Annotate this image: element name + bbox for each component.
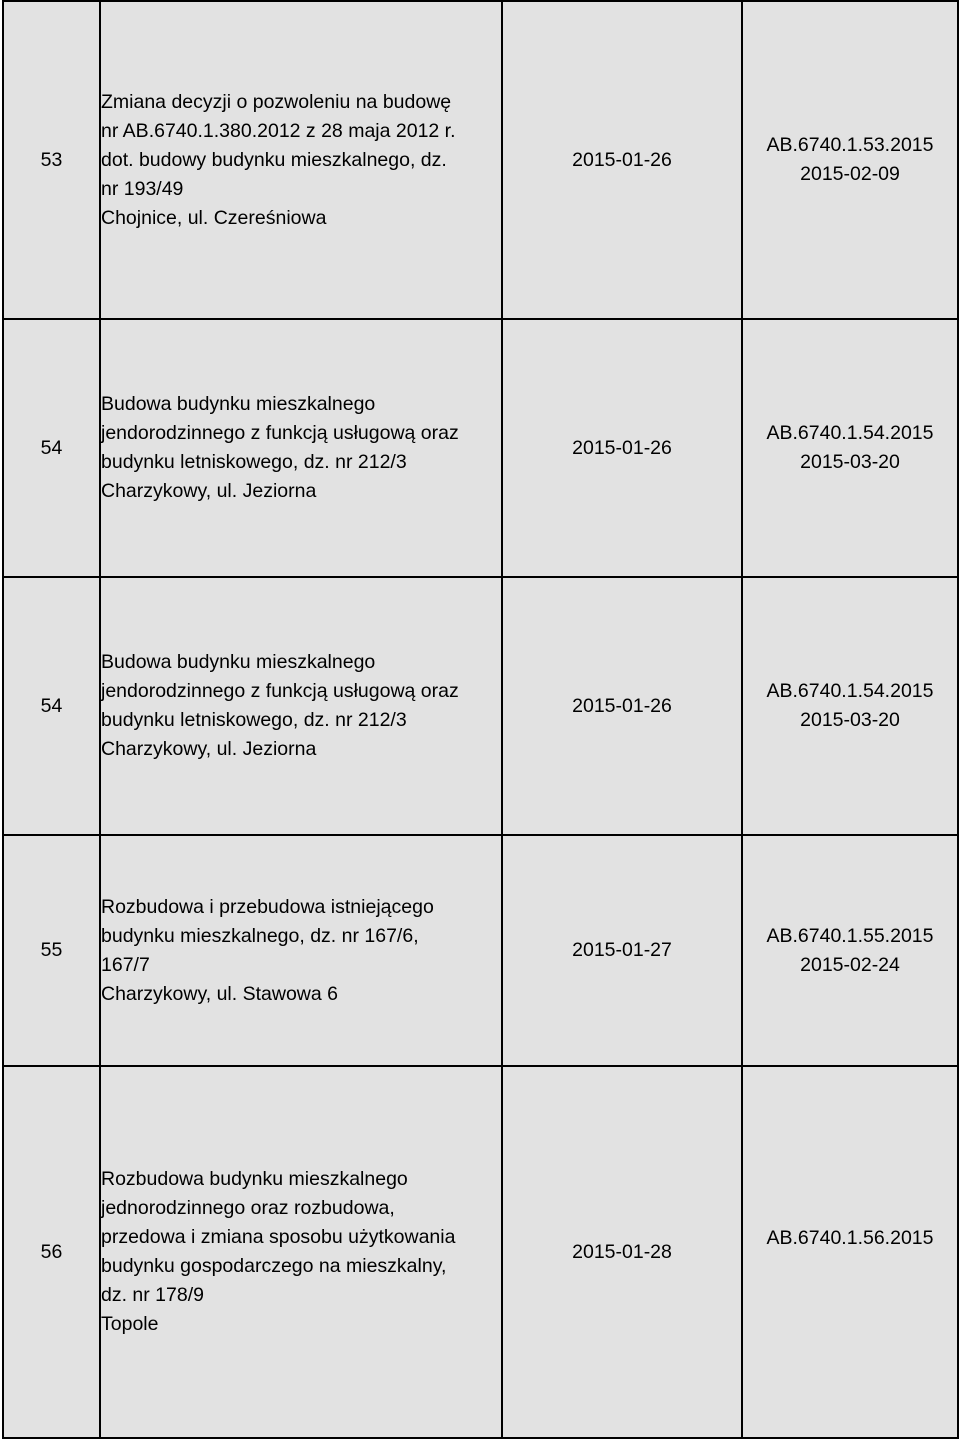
description-line: jendorodzinnego z funkcją usługową oraz [101, 422, 459, 444]
reference-number: AB.6740.1.54.2015 [766, 680, 934, 702]
reference-cell [742, 835, 958, 1066]
description-line: Zmiana decyzji o pozwoleniu na budowę [101, 90, 452, 113]
filed-date: 2015-01-26 [502, 577, 742, 835]
description-line: Budowa budynku mieszkalnego [101, 393, 376, 415]
reference-cell [742, 1066, 958, 1438]
reference-number: AB.6740.1.53.2015 [766, 134, 934, 156]
case-description [100, 1, 502, 319]
case-number: 56 [3, 1066, 100, 1438]
description-line: Charzykowy, ul. Stawowa 6 [101, 982, 338, 1005]
description-line: 167/7 [101, 953, 150, 976]
description-line: Topole [101, 1313, 159, 1335]
case-number: 53 [3, 1, 100, 319]
description-line: Rozbudowa i przebudowa istniejącego [101, 895, 434, 918]
case-number: 55 [3, 835, 100, 1066]
description-line: Budowa budynku mieszkalnego [101, 651, 376, 673]
table-row [3, 1, 958, 319]
case-number: 54 [3, 577, 100, 835]
description-line: Chojnice, ul. Czereśniowa [101, 206, 327, 229]
reference-number: AB.6740.1.55.2015 [766, 924, 934, 947]
reference-cell [742, 319, 958, 577]
description-line: jendorodzinnego z funkcją usługową oraz [101, 680, 459, 702]
case-description [100, 1066, 502, 1438]
table-row [3, 835, 958, 1066]
case-description [100, 835, 502, 1066]
reference-block [743, 1224, 957, 1253]
table-row [3, 577, 958, 835]
description-line: Charzykowy, ul. Jeziorna [101, 480, 317, 502]
reference-cell [742, 1, 958, 319]
reference-number: AB.6740.1.56.2015 [766, 1226, 934, 1249]
filed-date: 2015-01-28 [502, 1066, 742, 1438]
description-line: nr AB.6740.1.380.2012 z 28 maja 2012 r. [101, 119, 456, 142]
description-line: budynku letniskowego, dz. nr 212/3 [101, 451, 407, 473]
reference-cell [742, 577, 958, 835]
description-line: dz. nr 178/9 [101, 1284, 204, 1306]
case-description [100, 319, 502, 577]
description-line: budynku mieszkalnego, dz. nr 167/6, [101, 924, 419, 947]
reference-number: AB.6740.1.54.2015 [766, 422, 934, 444]
permit-register-table [2, 0, 959, 1439]
decision-date: 2015-03-20 [800, 709, 900, 731]
description-line: jednorodzinnego oraz rozbudowa, [101, 1197, 395, 1219]
description-line: przedowa i zmiana sposobu użytkowania [101, 1226, 456, 1248]
filed-date: 2015-01-26 [502, 1, 742, 319]
table-row [3, 319, 958, 577]
case-number: 54 [3, 319, 100, 577]
description-line: dot. budowy budynku mieszkalnego, dz. [101, 148, 447, 171]
decision-date: 2015-02-09 [800, 163, 900, 185]
decision-date: 2015-02-24 [800, 953, 900, 976]
decision-date: 2015-03-20 [800, 451, 900, 473]
table-row [3, 1066, 958, 1438]
description-line: nr 193/49 [101, 177, 184, 200]
description-line: Rozbudowa budynku mieszkalnego [101, 1168, 408, 1190]
description-line: budynku letniskowego, dz. nr 212/3 [101, 709, 407, 731]
case-description [100, 577, 502, 835]
description-line: budynku gospodarczego na mieszkalny, [101, 1255, 447, 1277]
filed-date: 2015-01-27 [502, 835, 742, 1066]
description-line: Charzykowy, ul. Jeziorna [101, 738, 317, 760]
filed-date: 2015-01-26 [502, 319, 742, 577]
